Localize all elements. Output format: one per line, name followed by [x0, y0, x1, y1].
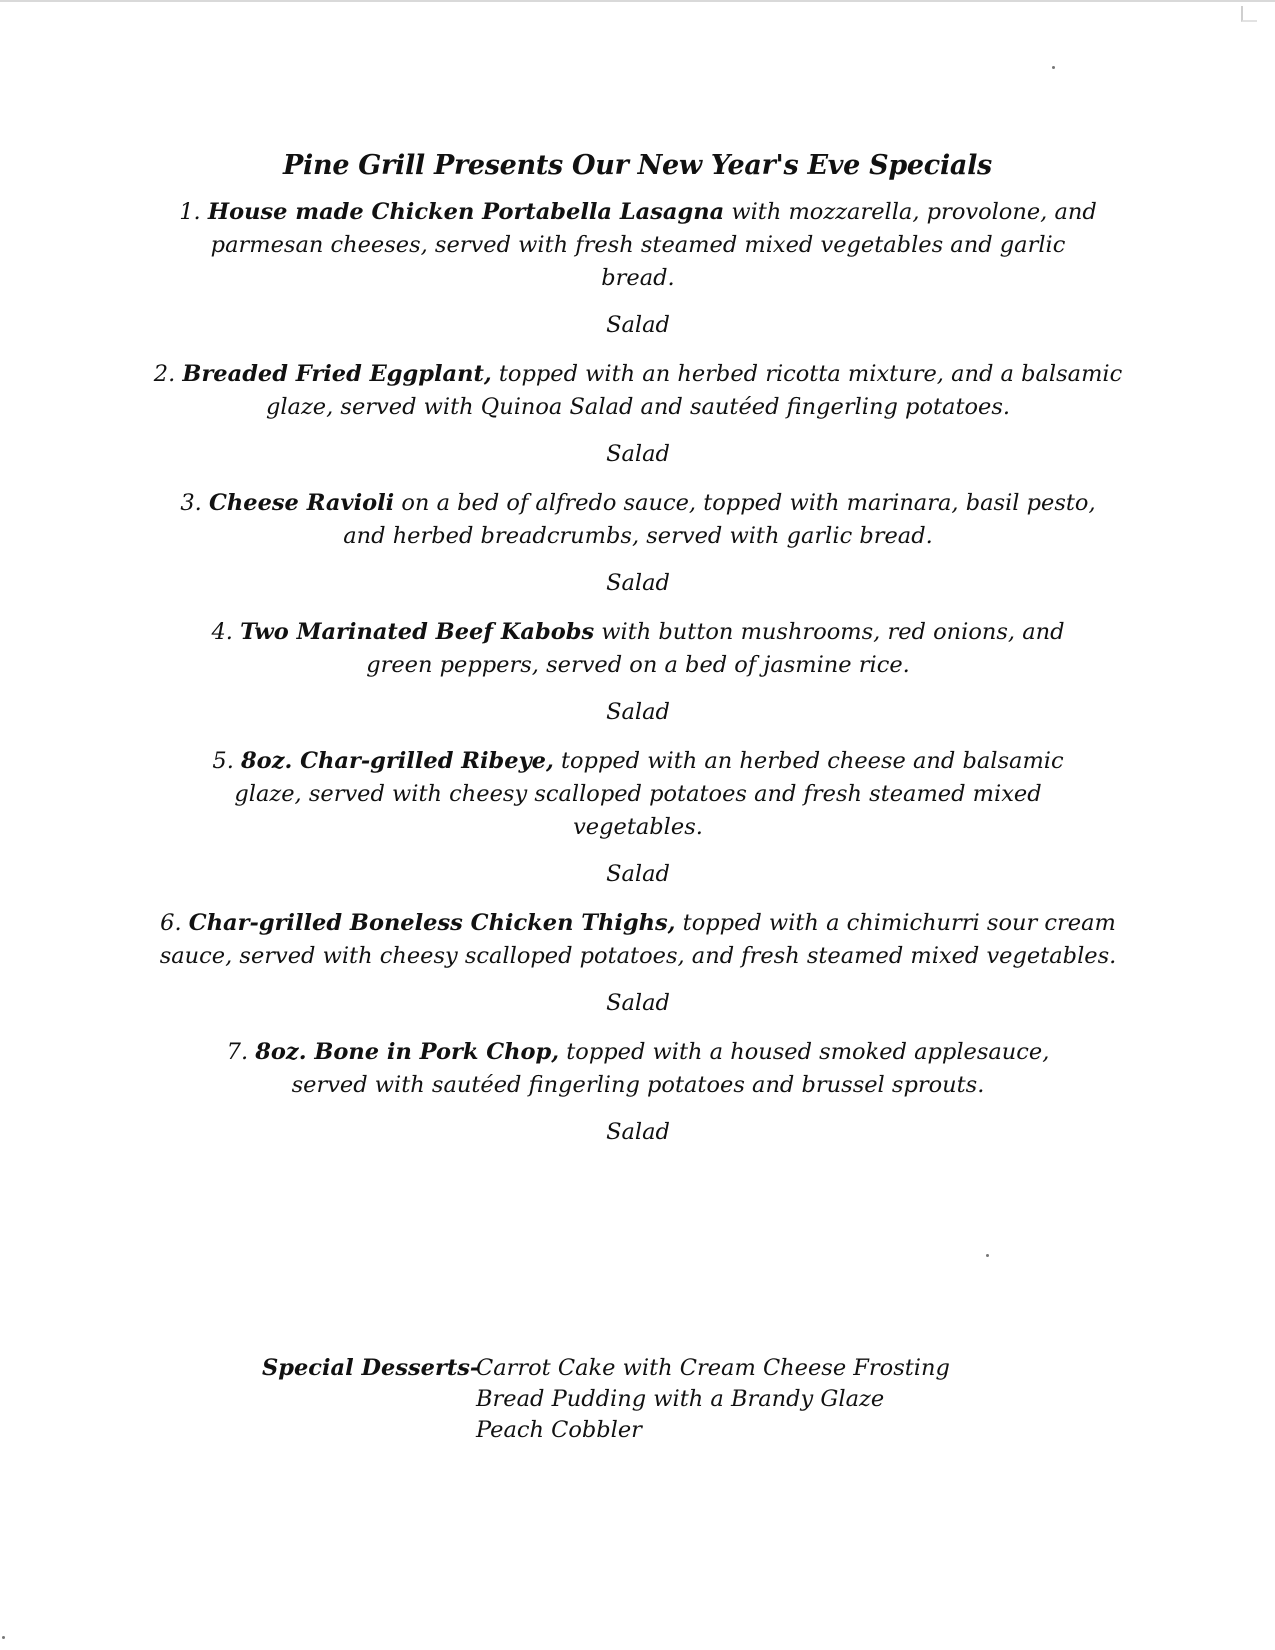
- special-number: 2.: [153, 361, 176, 387]
- special-number: 3.: [180, 490, 202, 516]
- special-side: Salad: [606, 990, 670, 1016]
- page-title: Pine Grill Presents Our New Year's Eve Specials: [283, 150, 992, 181]
- special-item: [138, 358, 1138, 471]
- scan-speck: [1052, 66, 1055, 69]
- special-name: 8oz. Char-grilled Ribeye,: [241, 748, 554, 774]
- special-name: Cheese Ravioli: [208, 490, 395, 516]
- special-side: Salad: [606, 699, 670, 725]
- dessert-item: Bread Pudding with a Brandy Glaze: [476, 1386, 885, 1412]
- special-description: on a bed of alfredo sauce, topped with marinara, basil pesto, and herbed breadcrumbs, served with garlic bread.: [343, 490, 1096, 549]
- special-description: with mozzarella, provolone, and parmesan cheeses, served with fresh steamed mixed vegetables and garlic bread.: [210, 199, 1097, 291]
- special-number: 5.: [212, 748, 234, 774]
- special-item: [138, 196, 1138, 342]
- special-description: with button mushrooms, red onions, and green peppers, served on a bed of jasmine rice.: [366, 619, 1065, 678]
- special-description: topped with an herbed ricotta mixture, and a balsamic glaze, served with Quinoa Salad and sautéed fingerling potatoes.: [265, 361, 1123, 420]
- dessert-item: Carrot Cake with Cream Cheese Frosting: [476, 1355, 950, 1381]
- scan-corner-mark: [1241, 6, 1257, 22]
- special-item: [138, 745, 1138, 891]
- dessert-item: Peach Cobbler: [476, 1417, 642, 1443]
- special-side: Salad: [606, 441, 670, 467]
- special-side: Salad: [606, 312, 670, 338]
- special-item: [138, 1036, 1138, 1149]
- special-number: 4.: [211, 619, 233, 645]
- special-name: Two Marinated Beef Kabobs: [240, 619, 595, 645]
- special-number: 6.: [160, 910, 182, 936]
- special-description: topped with a housed smoked applesauce, served with sautéed fingerling potatoes and brussel sprouts.: [291, 1039, 1050, 1098]
- special-description: topped with a chimichurri sour cream sauce, served with cheesy scalloped potatoes, and fresh steamed mixed vegetables.: [159, 910, 1117, 969]
- scan-speck: [2, 1636, 5, 1639]
- desserts-list: [476, 1353, 950, 1446]
- special-name: 8oz. Bone in Pork Chop,: [255, 1039, 560, 1065]
- special-number: 7.: [226, 1039, 249, 1065]
- special-side: Salad: [606, 861, 670, 887]
- scan-speck: [986, 1254, 989, 1257]
- special-item: [138, 616, 1138, 729]
- specials-list: [138, 196, 1138, 1165]
- special-item: [138, 487, 1138, 600]
- scan-edge: [0, 0, 1275, 2]
- special-side: Salad: [606, 570, 670, 596]
- special-name: Char-grilled Boneless Chicken Thighs,: [188, 910, 676, 936]
- special-name: House made Chicken Portabella Lasagna: [207, 199, 725, 225]
- special-item: [138, 907, 1138, 1020]
- special-description: topped with an herbed cheese and balsamic glaze, served with cheesy scalloped potatoes and fresh steamed mixed vegetables.: [234, 748, 1064, 840]
- special-side: Salad: [606, 1119, 670, 1145]
- special-name: Breaded Fried Eggplant,: [182, 361, 492, 387]
- desserts-label: Special Desserts-: [262, 1355, 480, 1381]
- special-number: 1.: [179, 199, 201, 225]
